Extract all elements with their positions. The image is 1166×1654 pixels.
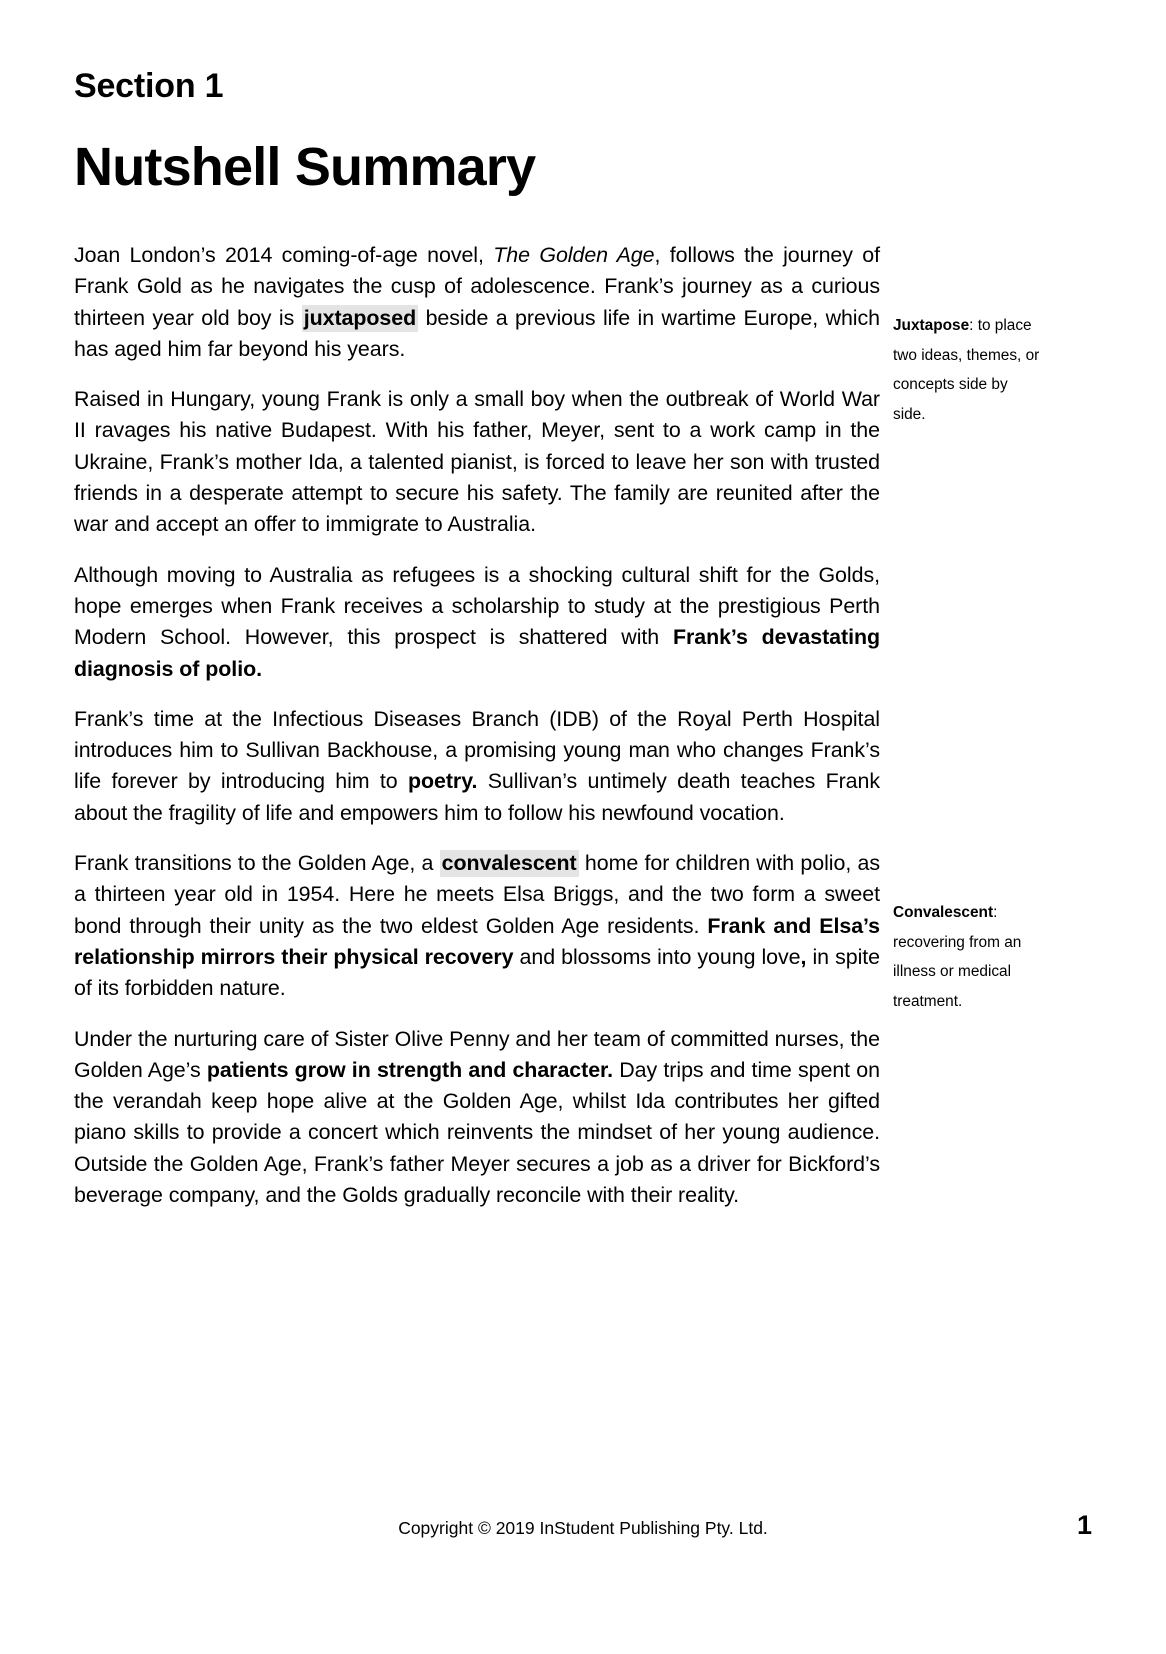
paragraph-1-text-1: Joan London’s 2014 coming-of-age novel, — [74, 243, 494, 267]
section-label: Section 1 — [74, 67, 224, 105]
paragraph-3-bold-1: Frank’s devastating diagnosis of polio. — [74, 625, 880, 681]
margin-note-convalescent-definition: : recovering from an illness or medical treatment. — [893, 904, 1022, 1010]
margin-note-juxtapose-definition: : to place two ideas, themes, or concepts side by side. — [893, 317, 1040, 423]
margin-note-convalescent — [893, 898, 1043, 1016]
book-title-italic: The Golden Age — [493, 243, 655, 267]
page-title: Nutshell Summary — [74, 137, 536, 197]
paragraph-6 — [74, 1024, 880, 1212]
paragraph-6-text-1: Under the nurturing care of Sister Olive Penny and her team of committed nurses, the Golden Age’s — [74, 1026, 880, 1082]
paragraph-5 — [74, 848, 880, 1004]
paragraph-5-text-1: Frank transitions to the Golden Age, a — [74, 851, 440, 876]
paragraph-4-text-2: Sullivan’s untimely death teaches Frank about the fragility of life and empowers him to follow his newfound vocation. — [74, 769, 881, 825]
paragraph-4-text-1: Frank’s time at the Infectious Diseases Branch (IDB) of the Royal Perth Hospital introduces him to Sullivan Backhouse, a promising young man who changes Frank’s life forever by introducing him to — [74, 706, 880, 794]
highlighted-term-convalescent: convalescent — [441, 851, 577, 876]
page-footer — [0, 1510, 1166, 1546]
body-column — [74, 240, 880, 1211]
margin-note-juxtapose — [893, 311, 1043, 429]
paragraph-5-text-4: in spite of its forbidden nature. — [74, 944, 881, 1001]
paragraph-4-bold-1: poetry. — [407, 769, 478, 794]
page-number: 1 — [1076, 1510, 1092, 1540]
paragraph-2 — [74, 384, 880, 540]
paragraph-4 — [74, 704, 880, 829]
paragraph-3 — [74, 560, 880, 685]
paragraph-5-bold-1: Frank and Elsa’s relationship mirrors their physical recovery — [74, 913, 880, 969]
paragraph-6-text-2: Day trips and time spent on the verandah keep hope alive at the Golden Age, whilst Ida contributes her gifted piano skills to provide a concert which reinvents the mindset of her young audience. Outside the Golden Age, Frank’s father Meyer secures a job as a driver for Bickford’s beverage company, and the Golds gradually reconcile with their reality. — [74, 1057, 881, 1208]
paragraph-1-text-2: , follows the journey of Frank Gold as he navigates the cusp of adolescence. Frank’s journey as a curious thirteen year old boy is — [74, 243, 881, 330]
paragraph-5-bold-2: , — [800, 944, 807, 969]
paragraph-5-text-3: and blossoms into young love — [513, 944, 801, 969]
paragraph-1-text-3: beside a previous life in wartime Europe, which has aged him far beyond his years. — [74, 305, 881, 361]
copyright-notice: Copyright © 2019 InStudent Publishing Pty. Ltd. — [398, 1518, 768, 1538]
highlighted-term-juxtaposed: juxtaposed — [303, 305, 417, 330]
paragraph-6-bold-1: patients grow in strength and character. — [206, 1057, 614, 1082]
paragraph-3-text-1: Although moving to Australia as refugees is a shocking cultural shift for the Golds, hope emerges when Frank receives a scholarship to study at the prestigious Perth Modern School. However, this prospect is shattered with — [74, 562, 880, 650]
margin-note-juxtapose-term: Juxtapose — [893, 317, 970, 334]
paragraph-5-text-2: home for children with polio, as a thirteen year old in 1954. Here he meets Elsa Briggs, and the two form a sweet bond through their unity as the two eldest Golden Age residents. — [74, 851, 880, 938]
paragraph-2-text-1: Raised in Hungary, young Frank is only a small boy when the outbreak of World War II ravages his native Budapest. With his father, Meyer, sent to a work camp in the Ukraine, Frank’s mother Ida, a talented pianist, is forced to leave her son with trusted friends in a desperate attempt to secure his safety. The family are reunited after the war and accept an offer to immigrate to Australia. — [74, 387, 880, 537]
margin-note-convalescent-term: Convalescent — [893, 904, 994, 921]
paragraph-1 — [74, 240, 880, 365]
